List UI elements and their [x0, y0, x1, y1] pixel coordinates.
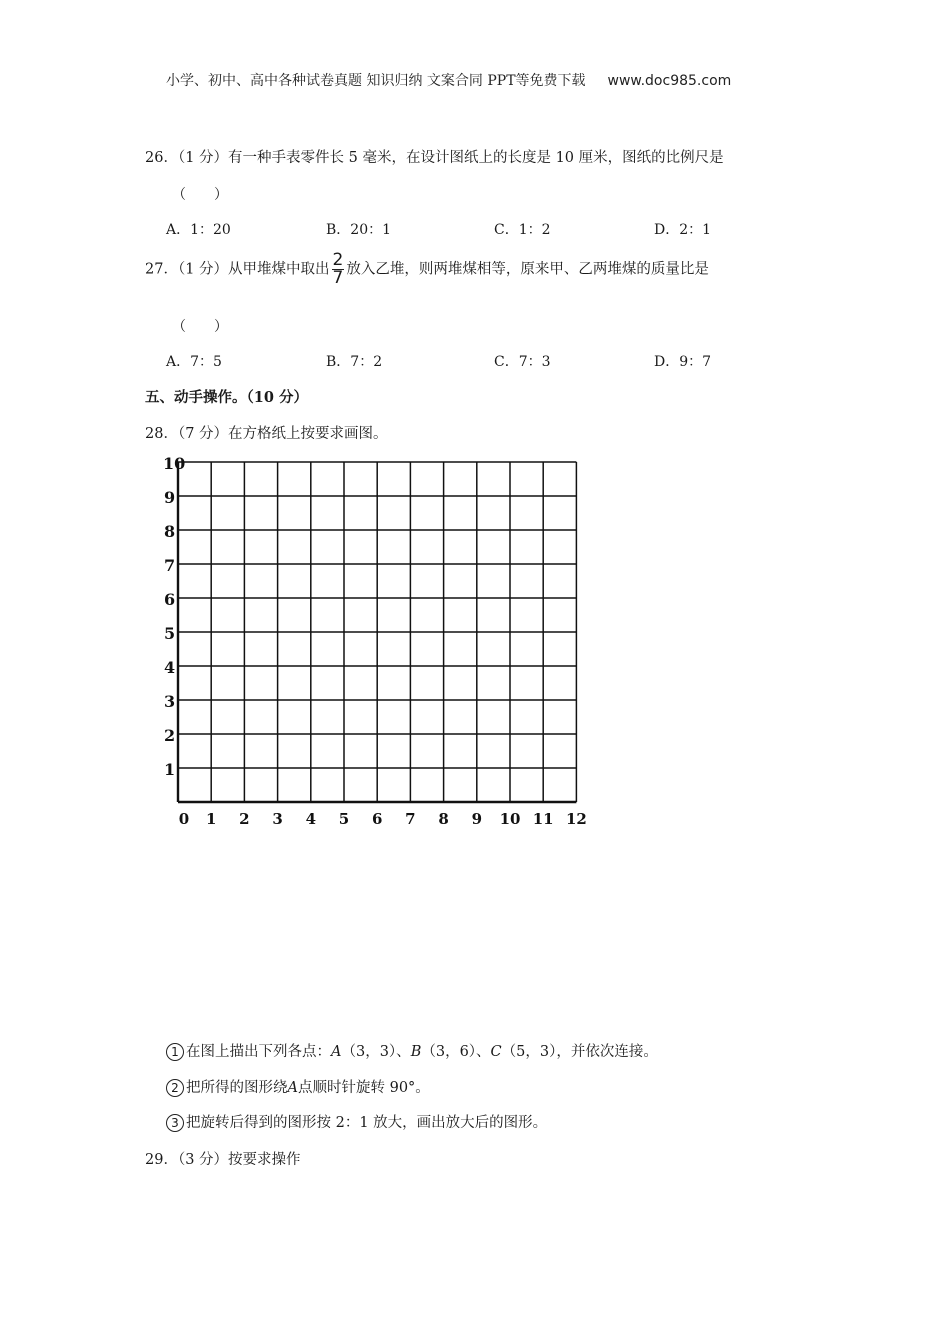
x-axis-labels: [179, 810, 587, 828]
y-tick-label: 2: [164, 726, 176, 745]
section-title: 五、动手操作。（10 分）: [145, 389, 308, 406]
grid-lines: [178, 462, 576, 802]
x-tick-label: 7: [405, 810, 416, 828]
q26-text: 26．（1 分）有一种手表零件长 5 毫米，在设计图纸上的长度是 10 厘米，图纸的比例尺是: [145, 150, 724, 166]
x-tick-label: 1: [205, 810, 217, 828]
x-tick-label: 5: [338, 810, 350, 828]
step2-point-a: A: [287, 1080, 298, 1096]
q29-title: 29．（3 分）按要求操作: [145, 1152, 301, 1168]
x-tick-label: 9: [471, 810, 483, 828]
x-tick-label: 10: [499, 810, 521, 828]
page-header: [166, 70, 731, 90]
q27-suffix: 放入乙堆，则两堆煤相等，原来甲、乙两堆煤的质量比是: [346, 261, 709, 278]
q26-option-c: C．1：2: [494, 222, 551, 238]
q27-fraction-numerator: 2: [332, 250, 344, 270]
x-tick-label: 2: [239, 810, 250, 828]
x-tick-label: 8: [438, 810, 449, 828]
y-tick-label: 6: [164, 590, 176, 609]
q26-option-b: B．20：1: [326, 222, 392, 238]
step3-text: 把旋转后得到的图形按 2：1 放大，画出放大后的图形。: [186, 1115, 548, 1131]
point-b-label: B: [410, 1044, 422, 1060]
step2-number: 2: [166, 1079, 184, 1097]
y-tick-label: 10: [163, 454, 186, 473]
q26-answer-paren: （ ）: [172, 187, 228, 203]
x-tick-label: 11: [532, 810, 554, 828]
q27-answer-paren: （ ）: [172, 319, 228, 335]
point-a-coord: （3，3）、: [341, 1044, 411, 1060]
step2-pre: 把所得的图形绕: [186, 1080, 288, 1096]
y-tick-label: 7: [164, 556, 176, 575]
x-tick-label: 0: [178, 810, 190, 828]
point-a-label: A: [331, 1044, 342, 1060]
q27-fraction: [332, 252, 345, 287]
point-c-label: C: [490, 1044, 502, 1060]
step1-number: 1: [166, 1043, 184, 1061]
q27-option-a: A．7：5: [166, 354, 222, 370]
q27-prefix: 27．（1 分）从甲堆煤中取出: [145, 261, 330, 278]
x-tick-label: 4: [305, 810, 317, 828]
point-c-coord: （5，3），并依次连接。: [501, 1044, 658, 1060]
point-b-coord: （3，6）、: [421, 1044, 491, 1060]
y-tick-label: 8: [164, 522, 176, 541]
q27-fraction-denominator: 7: [332, 268, 344, 288]
y-tick-label: 5: [164, 624, 176, 643]
q28-step1: [166, 1040, 658, 1061]
header-site-link[interactable]: www.doc985.com: [607, 73, 732, 89]
y-tick-label: 9: [164, 488, 176, 507]
step2-post: 点顺时针旋转 90°。: [297, 1080, 430, 1096]
q27-option-d: D．9：7: [654, 354, 712, 370]
step1-pre: 在图上描出下列各点：: [186, 1044, 331, 1060]
x-tick-label: 6: [371, 810, 383, 828]
q28-title: 28．（7 分）在方格纸上按要求画图。: [145, 426, 388, 442]
step3-number: 3: [166, 1114, 184, 1132]
x-tick-label: 3: [272, 810, 283, 828]
q27-text: [145, 252, 709, 287]
coordinate-grid[interactable]: [160, 450, 630, 840]
q28-step3: [166, 1111, 547, 1132]
x-tick-label: 12: [565, 810, 587, 828]
y-axis-labels: [163, 454, 185, 779]
y-tick-label: 4: [164, 658, 176, 677]
y-tick-label: 1: [164, 760, 176, 779]
header-text: 小学、初中、高中各种试卷真题 知识归纳 文案合同 PPT等免费下载: [166, 73, 586, 89]
q27-option-b: B．7：2: [326, 354, 383, 370]
q28-step2: [166, 1076, 430, 1097]
q26-option-a: A．1：20: [166, 222, 231, 238]
q27-option-c: C．7：3: [494, 354, 551, 370]
y-tick-label: 3: [164, 692, 176, 711]
q26-option-d: D．2：1: [654, 222, 712, 238]
